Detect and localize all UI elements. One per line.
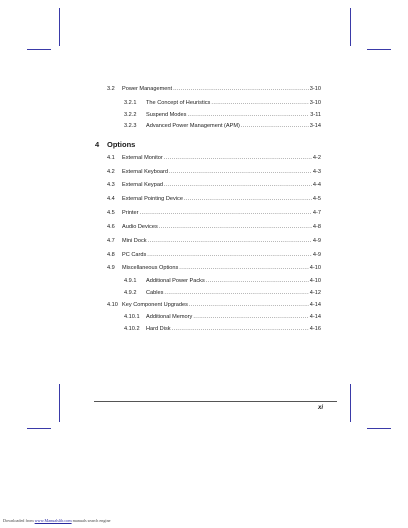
toc-entry[interactable] bbox=[107, 224, 321, 230]
toc-entry-title: Audio Devices bbox=[122, 224, 158, 230]
toc-entry-title: Mini Dock bbox=[122, 238, 147, 244]
toc-entry[interactable] bbox=[107, 210, 321, 216]
toc-entry-number: 4.10.1 bbox=[124, 314, 140, 320]
toc-entry[interactable] bbox=[107, 169, 321, 175]
toc-entry-page: 4-14 bbox=[309, 314, 321, 320]
dot-leader bbox=[164, 182, 312, 188]
watermark-link[interactable]: www.Manualslib.com bbox=[34, 518, 72, 523]
toc-entry[interactable] bbox=[107, 182, 321, 188]
toc-entry-page: 4-14 bbox=[309, 302, 321, 308]
dot-leader bbox=[164, 155, 312, 161]
toc-entry-page: 3-11 bbox=[310, 112, 321, 118]
dot-leader bbox=[147, 252, 312, 258]
dot-leader bbox=[189, 302, 309, 308]
crop-mark bbox=[27, 49, 51, 50]
toc-entry-page: 3-10 bbox=[309, 100, 321, 106]
toc-entry-number: 4.9.2 bbox=[124, 290, 137, 296]
crop-mark bbox=[367, 49, 391, 50]
toc-entry-title: Additional Power Packs bbox=[146, 278, 205, 284]
footer-page-number: xi bbox=[318, 405, 324, 411]
toc-entry-page: 4-9 bbox=[312, 238, 321, 244]
chapter-number: 4 bbox=[95, 140, 100, 149]
toc-entry[interactable] bbox=[124, 278, 321, 284]
toc-entry-title: Key Component Upgrades bbox=[122, 302, 188, 308]
dot-leader bbox=[241, 123, 309, 129]
toc-entry-page: 4-2 bbox=[312, 155, 321, 161]
toc-entry-number: 4.1 bbox=[107, 155, 115, 161]
toc-entry-title: External Keyboard bbox=[122, 169, 169, 175]
toc-entry-page: 4-5 bbox=[312, 196, 321, 202]
dot-leader bbox=[164, 290, 308, 296]
dot-leader bbox=[211, 100, 308, 106]
toc-entry[interactable] bbox=[107, 302, 321, 308]
dot-leader bbox=[179, 265, 309, 271]
toc-entry-number: 3.2.2 bbox=[124, 112, 137, 118]
toc-entry-title: Power Management bbox=[122, 86, 173, 92]
toc-entry[interactable] bbox=[124, 100, 321, 106]
dot-leader bbox=[169, 169, 312, 175]
crop-mark bbox=[59, 8, 60, 46]
toc-entry-title: External Pointing Device bbox=[122, 196, 183, 202]
toc-entry-title: The Concept of Heuristics bbox=[146, 100, 211, 106]
toc-entry-number: 4.9 bbox=[107, 265, 115, 271]
watermark bbox=[3, 518, 111, 523]
toc-entry-page: 4-10 bbox=[309, 265, 321, 271]
chapter-title: Options bbox=[107, 140, 136, 149]
toc-entry-title: External Monitor bbox=[122, 155, 163, 161]
toc-entry[interactable] bbox=[124, 326, 321, 332]
toc-entry-number: 4.4 bbox=[107, 196, 115, 202]
toc-entry[interactable] bbox=[107, 238, 321, 244]
toc-entry-number: 3.2.3 bbox=[124, 123, 137, 129]
toc-entry[interactable] bbox=[107, 155, 321, 161]
dot-leader bbox=[187, 112, 309, 118]
crop-mark bbox=[367, 428, 391, 429]
toc-entry[interactable] bbox=[124, 290, 321, 296]
toc-entry[interactable] bbox=[124, 314, 321, 320]
toc-entry-number: 3.2 bbox=[107, 86, 115, 92]
dot-leader bbox=[139, 210, 311, 216]
toc-entry-title: External Keypad bbox=[122, 182, 164, 188]
toc-entry-number: 4.6 bbox=[107, 224, 115, 230]
toc-entry-title: Suspend Modes bbox=[146, 112, 187, 118]
toc-entry-page: 4-16 bbox=[309, 326, 321, 332]
toc-entry-number: 4.2 bbox=[107, 169, 115, 175]
toc-entry-number: 4.3 bbox=[107, 182, 115, 188]
toc-entry-number: 4.5 bbox=[107, 210, 115, 216]
watermark-suffix: manuals search engine bbox=[71, 518, 111, 523]
toc-entry-page: 4-4 bbox=[312, 182, 321, 188]
toc-entry-title: Miscellaneous Options bbox=[122, 265, 179, 271]
dot-leader bbox=[193, 314, 308, 320]
chapter-heading[interactable] bbox=[95, 140, 135, 149]
toc-entry-number: 4.9.1 bbox=[124, 278, 137, 284]
toc-entry-number: 4.10.2 bbox=[124, 326, 140, 332]
toc-entry-page: 4-3 bbox=[312, 169, 321, 175]
toc-entry-title: Printer bbox=[122, 210, 139, 216]
toc-entry-page: 3-10 bbox=[309, 86, 321, 92]
dot-leader bbox=[206, 278, 309, 284]
toc-entry-number: 4.8 bbox=[107, 252, 115, 258]
toc-entry[interactable] bbox=[124, 123, 321, 129]
toc-entry-page: 4-7 bbox=[312, 210, 321, 216]
footer-rule bbox=[94, 401, 337, 402]
dot-leader bbox=[159, 224, 312, 230]
toc-entry-number: 4.10 bbox=[107, 302, 118, 308]
crop-mark bbox=[27, 428, 51, 429]
dot-leader bbox=[184, 196, 312, 202]
toc-entry-number: 3.2.1 bbox=[124, 100, 137, 106]
toc-entry[interactable] bbox=[107, 265, 321, 271]
dot-leader bbox=[172, 326, 309, 332]
dot-leader bbox=[148, 238, 312, 244]
toc-entry-title: Cables bbox=[146, 290, 164, 296]
toc-entry-page: 4-8 bbox=[312, 224, 321, 230]
toc-entry-title: Advanced Power Management (APM) bbox=[146, 123, 240, 129]
crop-mark bbox=[350, 8, 351, 46]
toc-entry-page: 4-10 bbox=[309, 278, 321, 284]
toc-entry[interactable] bbox=[107, 252, 321, 258]
toc-entry[interactable] bbox=[107, 86, 321, 92]
toc-entry-number: 4.7 bbox=[107, 238, 115, 244]
crop-mark bbox=[350, 384, 351, 422]
watermark-prefix: Downloaded from bbox=[3, 518, 35, 523]
toc-entry-title: PC Cards bbox=[122, 252, 147, 258]
toc-entry[interactable] bbox=[124, 112, 321, 118]
toc-entry[interactable] bbox=[107, 196, 321, 202]
toc-entry-title: Hard Disk bbox=[146, 326, 171, 332]
toc-entry-page: 4-12 bbox=[309, 290, 321, 296]
toc-entry-title: Additional Memory bbox=[146, 314, 193, 320]
crop-mark bbox=[59, 384, 60, 422]
toc-entry-page: 3-14 bbox=[309, 123, 321, 129]
dot-leader bbox=[173, 86, 309, 92]
toc-entry-page: 4-9 bbox=[312, 252, 321, 258]
